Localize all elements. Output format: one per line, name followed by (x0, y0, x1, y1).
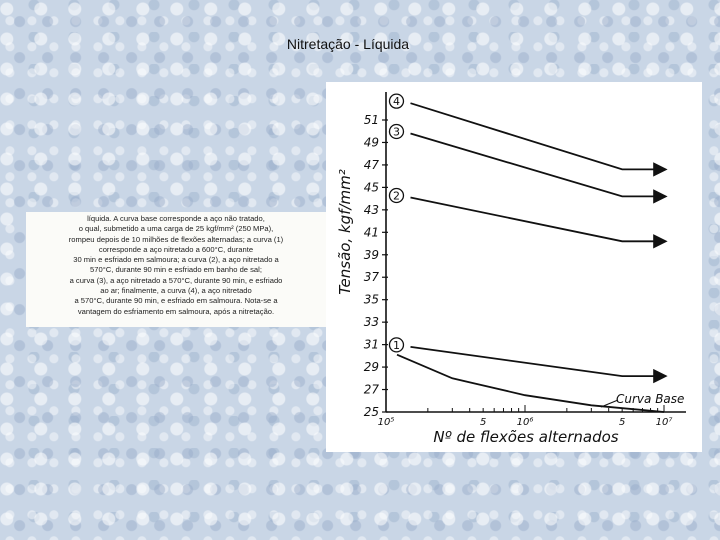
y-tick-label: 39 (363, 247, 379, 262)
caption-line: ao ar; finalmente, a curva (4), a aço nitretado (100, 286, 252, 296)
x-tick-label: 10⁷ (655, 417, 673, 428)
curve-label-2: 2 (392, 189, 400, 203)
y-tick-label: 49 (363, 135, 379, 150)
chart-svg (326, 82, 702, 452)
y-tick-label: 29 (363, 360, 379, 375)
curva-base-label: Curva Base (616, 392, 685, 406)
x-tick-label: 10⁶ (516, 417, 534, 428)
y-tick-label: 37 (363, 270, 379, 285)
slide-title: Nitretação - Líquida (286, 36, 410, 52)
y-axis-title: Tensão, kgf/mm² (336, 169, 354, 295)
y-tick-label: 31 (363, 337, 379, 352)
y-tick-label: 41 (363, 225, 379, 240)
series-line-1 (411, 347, 665, 376)
fatigue-chart (326, 82, 702, 452)
x-tick-label: 10⁵ (377, 417, 395, 428)
caption-line: rompeu depois de 10 milhões de flexões alternadas; a curva (1) (68, 234, 284, 244)
y-tick-label: 35 (363, 292, 379, 307)
curve-label-4: 4 (392, 95, 400, 109)
caption-line: líquida. A curva base corresponde a aço não tratado, (87, 214, 265, 223)
x-axis-title: Nº de flexões alternados (433, 428, 619, 446)
caption-line: a curva (3), a aço nitretado a 570°C, durante 90 min, e esfriado (69, 275, 283, 285)
caption-line: a 570°C, durante 90 min, e esfriado em salmoura. Nota-se a (74, 296, 278, 306)
caption-line: 30 min e esfriado em salmoura; a curva (2), a aço nitretado a (73, 255, 279, 265)
y-tick-label: 51 (363, 113, 379, 127)
y-tick-label: 43 (363, 202, 379, 217)
curve-label-1: 1 (392, 338, 400, 352)
series-line-2 (411, 198, 665, 242)
caption-line: corresponde a aço nitretado a 600°C, durante (98, 244, 254, 254)
y-tick-label: 47 (363, 157, 379, 172)
y-tick-label: 45 (363, 180, 379, 195)
x-tick-label: 5 (618, 417, 626, 428)
caption-line: o qual, submetido a uma carga de 25 kgf/mm² (250 MPa), (78, 224, 274, 234)
caption-line: vantagem do esfriamento em salmoura, após a nitretação. (77, 306, 275, 316)
y-tick-label: 33 (363, 315, 379, 330)
caption-line: 570°C, durante 90 min e esfriado em banho de sal; (90, 265, 262, 275)
series-line-4 (411, 103, 665, 169)
y-tick-label: 27 (363, 382, 379, 397)
curve-label-3: 3 (392, 125, 400, 139)
x-tick-label: 5 (479, 417, 487, 428)
figure-caption (26, 212, 326, 327)
y-tick-label: 25 (363, 405, 379, 419)
